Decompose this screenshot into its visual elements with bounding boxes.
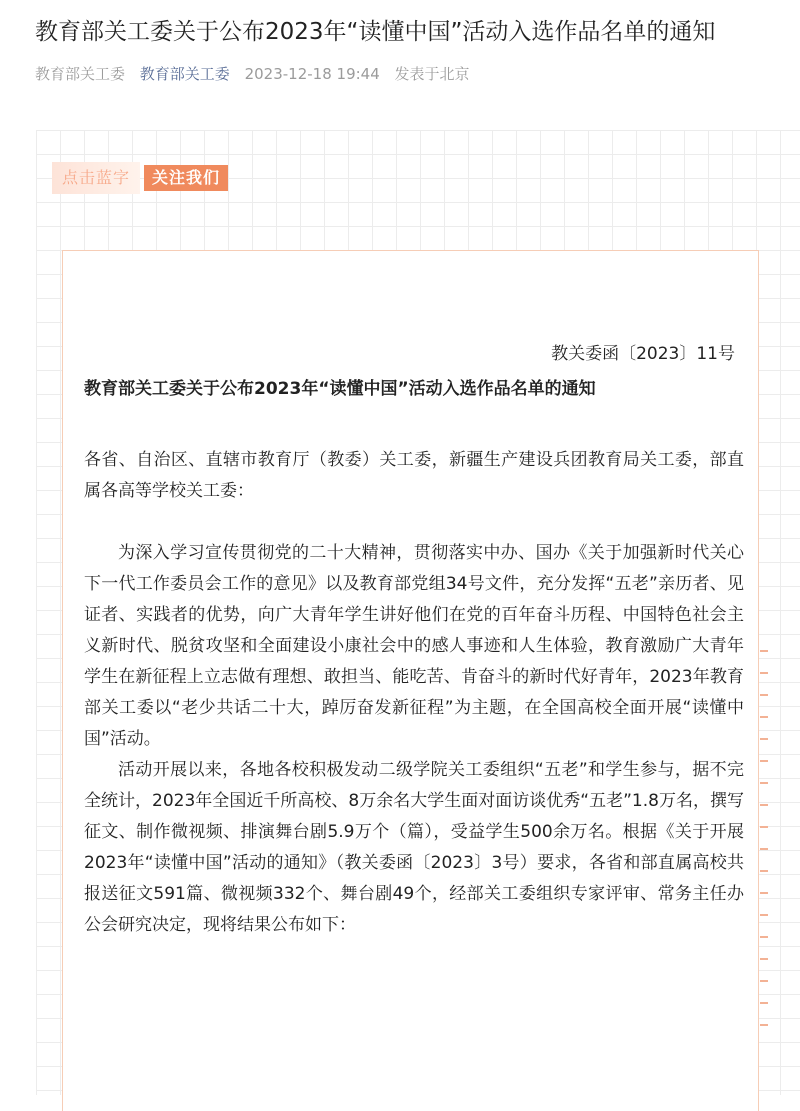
- paragraph-gap: [84, 507, 744, 538]
- follow-banner-prompt[interactable]: 点击蓝字: [52, 162, 140, 194]
- article-title: 教育部关工委关于公布2023年“读懂中国”活动入选作品名单的通知: [35, 19, 716, 45]
- author-name: 教育部关工委: [35, 65, 126, 83]
- document-number: 教关委函〔2023〕11号: [551, 344, 735, 364]
- decorative-edge-marks: [760, 650, 770, 1046]
- article-meta: [35, 62, 480, 86]
- publish-location: 发表于北京: [394, 65, 470, 83]
- follow-banner[interactable]: [52, 162, 228, 194]
- document-paragraph: 为深入学习宣传贯彻党的二十大精神，贯彻落实中办、国办《关于加强新时代关心下一代工作委员会工作的意见》以及教育部党组34号文件，充分发挥“五老”亲历者、见证者、实践者的优势，向广大青年学生讲好他们在党的百年奋斗历程、中国特色社会主义新时代、脱贫攻坚和全面建设小康社会中的感人事迹和人生体验，教育激励广大青年学生在新征程上立志做有理想、敢担当、能吃苦、肯奋斗的新时代好青年，2023年教育部关工委以“老少共话二十大，踔厉奋发新征程”为主题，在全国高校全面开展“读懂中国”活动。: [84, 543, 744, 749]
- document-salutation: 各省、自治区、直辖市教育厅（教委）关工委，新疆生产建设兵团教育局关工委，部直属各高等学校关工委：: [84, 450, 744, 501]
- publish-datetime: 2023-12-18 19:44: [244, 65, 380, 83]
- document-title: 教育部关工委关于公布2023年“读懂中国”活动入选作品名单的通知: [84, 379, 596, 399]
- follow-button[interactable]: 关注我们: [144, 165, 228, 191]
- document-paragraph: 活动开展以来，各地各校积极发动二级学院关工委组织“五老”和学生参与，据不完全统计，2023年全国近千所高校、8万余名大学生面对面访谈优秀“五老”1.8万名，撰写征文、制作微视频、排演舞台剧5.9万个（篇），受益学生500余万名。根据《关于开展2023年“读懂中国”活动的通知》（教关委函〔2023〕3号）要求，各省和部直属高校共报送征文591篇、微视频332个、舞台剧49个，经部关工委组织专家评审、常务主任办公会研究决定，现将结果公布如下：: [84, 760, 744, 935]
- account-link[interactable]: 教育部关工委: [139, 65, 230, 83]
- document-body: [84, 445, 744, 941]
